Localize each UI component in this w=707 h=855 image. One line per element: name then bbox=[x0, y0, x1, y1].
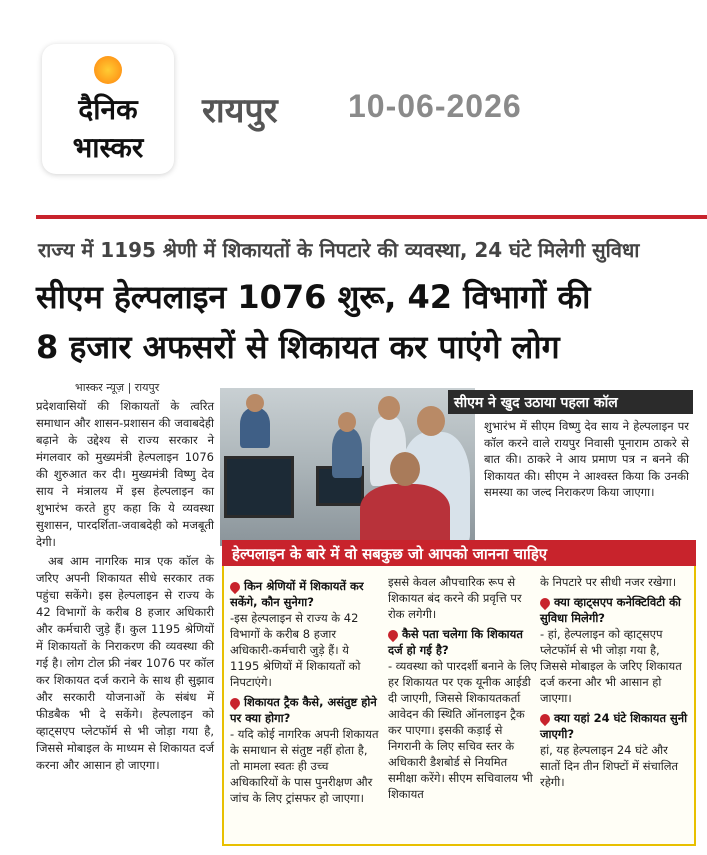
faq-answer: हां, यह हेल्पलाइन 24 घंटे और सातों दिन तीन शिफ्टों में संचालित रहेगी। bbox=[540, 743, 679, 789]
faq-column-1 bbox=[230, 574, 380, 806]
edition-date: 10-06-2026 bbox=[348, 88, 522, 124]
headline-line1: सीएम हेल्पलाइन 1076 शुरू, 42 विभागों की bbox=[36, 278, 591, 316]
location-pin-icon bbox=[538, 595, 552, 609]
logo-line2: भास्कर bbox=[72, 131, 144, 164]
sun-icon bbox=[94, 56, 122, 84]
faq-column-2 bbox=[388, 574, 538, 802]
location-pin-icon bbox=[386, 627, 400, 641]
masthead bbox=[0, 0, 707, 200]
faq-answer: - हां, हेल्पलाइन को व्हाट्सएप प्लेटफॉर्म से भी जोड़ा गया है, जिससे मोबाइल के जरिए शिकायत दर्ज करना और भी आसान हो जाएगा। bbox=[540, 627, 682, 705]
lead-column bbox=[36, 398, 214, 776]
lead-paragraph-1: प्रदेशवासियों की शिकायतों के त्वरित समाधान और शासन-प्रशासन की जवाबदेही बढ़ाने के उद्देश्य से राज्य सरकार ने मंगलवार को मुख्यमंत्री हेल्पलाइन 1076 की शुरुआत कर दी। मुख्यमंत्री विष्णु देव साय ने मंत्रालय में इस हेल्पलाइन का शुभारंभ करते हुए कहा कि ये व्यवस्था सुशासन, पारदर्शिता-जवाबदेही को मजबूती देगी। bbox=[36, 399, 214, 549]
cm-red-jacket bbox=[360, 484, 450, 546]
monitor-left bbox=[224, 456, 294, 518]
article-headline bbox=[36, 272, 702, 372]
faq-answer: - यदि कोई नागरिक अपनी शिकायत के समाधान से संतुष्ट नहीं होता है, तो मामला स्वतः ही उच्च अधिकारियों के पास पुनरीक्षण और जांच के लिए ट्रांसफर हो जाएगा। bbox=[230, 727, 379, 805]
faq-question: क्या यहां 24 घंटे शिकायत सुनी जाएगी? bbox=[540, 710, 688, 742]
header-divider bbox=[36, 215, 707, 219]
faq-question: कैसे पता चलेगा कि शिकायत दर्ज हो गई है? bbox=[388, 626, 538, 658]
faq-answer: -इस हेल्पलाइन से राज्य के 42 विभागों के करीब 8 हजार अधिकारी-कर्मचारी जुड़े हैं। ये 1195 श्रेणियों में शिकायतों को निपटाएंगे। bbox=[230, 611, 361, 689]
article-kicker: राज्य में 1195 श्रेणी में शिकायतों के निपटारे की व्यवस्था, 24 घंटे मिलेगी सुविधा bbox=[38, 238, 640, 262]
location-pin-icon bbox=[538, 711, 552, 725]
faq-question: क्या व्हाट्सएप कनेक्टिविटी की सुविधा मिलेगी? bbox=[540, 594, 688, 626]
cm-first-call-box bbox=[454, 388, 693, 546]
faq-question: शिकायत ट्रैक कैसे, असंतुष्ट होने पर क्या होगा? bbox=[230, 694, 380, 726]
article-photo bbox=[220, 388, 475, 546]
byline: भास्कर न्यूज़ | रायपुर bbox=[75, 381, 160, 394]
logo-line1: दैनिक bbox=[78, 93, 138, 126]
location-pin-icon bbox=[228, 695, 242, 709]
cm-box-title: सीएम ने खुद उठाया पहला कॉल bbox=[448, 390, 693, 414]
faq-answer: इससे केवल औपचारिक रूप से शिकायत बंद करने की प्रवृत्ति पर रोक लगेगी। bbox=[388, 575, 522, 621]
faq-column-3 bbox=[540, 574, 688, 790]
faq-banner: हेल्पलाइन के बारे में वो सबकुछ जो आपको जानना चाहिए bbox=[222, 540, 696, 566]
faq-answer: के निपटारे पर सीधी नजर रखेगा। bbox=[540, 575, 677, 589]
lead-paragraph-2: अब आम नागरिक मात्र एक कॉल के जरिए अपनी शिकायत सीधे सरकार तक पहुंचा सकेंगे। इस हेल्पलाइन से राज्य के 42 विभागों के करीब 8 हजार अधिकारी और कर्मचारी जुड़े हैं। कुल 1195 श्रेणियों में शिकायतों के निराकरण की व्यवस्था की गई है। लोग टोल फ्री नंबर 1076 पर कॉल कर शिकायत दर्ज कराने के साथ ही सुझाव और सरकारी योजनाओं के संबंध में फीडबैक भी दे सकेंगे। हेल्पलाइन को व्हाट्सएप प्लेटफॉर्म से भी जोड़ा गया है, जिससे मोबाइल के माध्यम से शिकायत दर्ज करना और आसान हो जाएगा। bbox=[36, 554, 214, 772]
cm-box-text: शुभारंभ में सीएम विष्णु देव साय ने हेल्पलाइन पर कॉल करने वाले रायपुर निवासी पूनाराम ठाकरे से बात की। ठाकरे ने आय प्रमाण पत्र न बनने की शिकायत की। सीएम ने आश्वस्त किया कि उनकी समस्या का जल्द निराकरण किया जाएगा। bbox=[484, 419, 689, 499]
faq-question: किन श्रेणियों में शिकायतें कर सकेंगे, कौन सुनेगा? bbox=[230, 578, 380, 610]
headline-line2: 8 हजार अफसरों से शिकायत कर पाएंगे लोग bbox=[36, 328, 560, 366]
faq-answer: - व्यवस्था को पारदर्शी बनाने के लिए हर शिकायत पर एक यूनीक आईडी दी जाएगी, जिससे शिकायतकर्ता आवेदन की स्थिति ऑनलाइन ट्रैक कर पाएगा। इसकी कड़ाई से निगरानी के लिए सचिव स्तर के अधिकारी डैशबोर्ड से नियमित समीक्षा करेंगे। सीएम सचिवालय भी शिकायत bbox=[388, 659, 537, 801]
location-pin-icon bbox=[228, 579, 242, 593]
dainik-bhaskar-logo bbox=[42, 44, 174, 174]
city-name: रायपुर bbox=[202, 91, 278, 131]
